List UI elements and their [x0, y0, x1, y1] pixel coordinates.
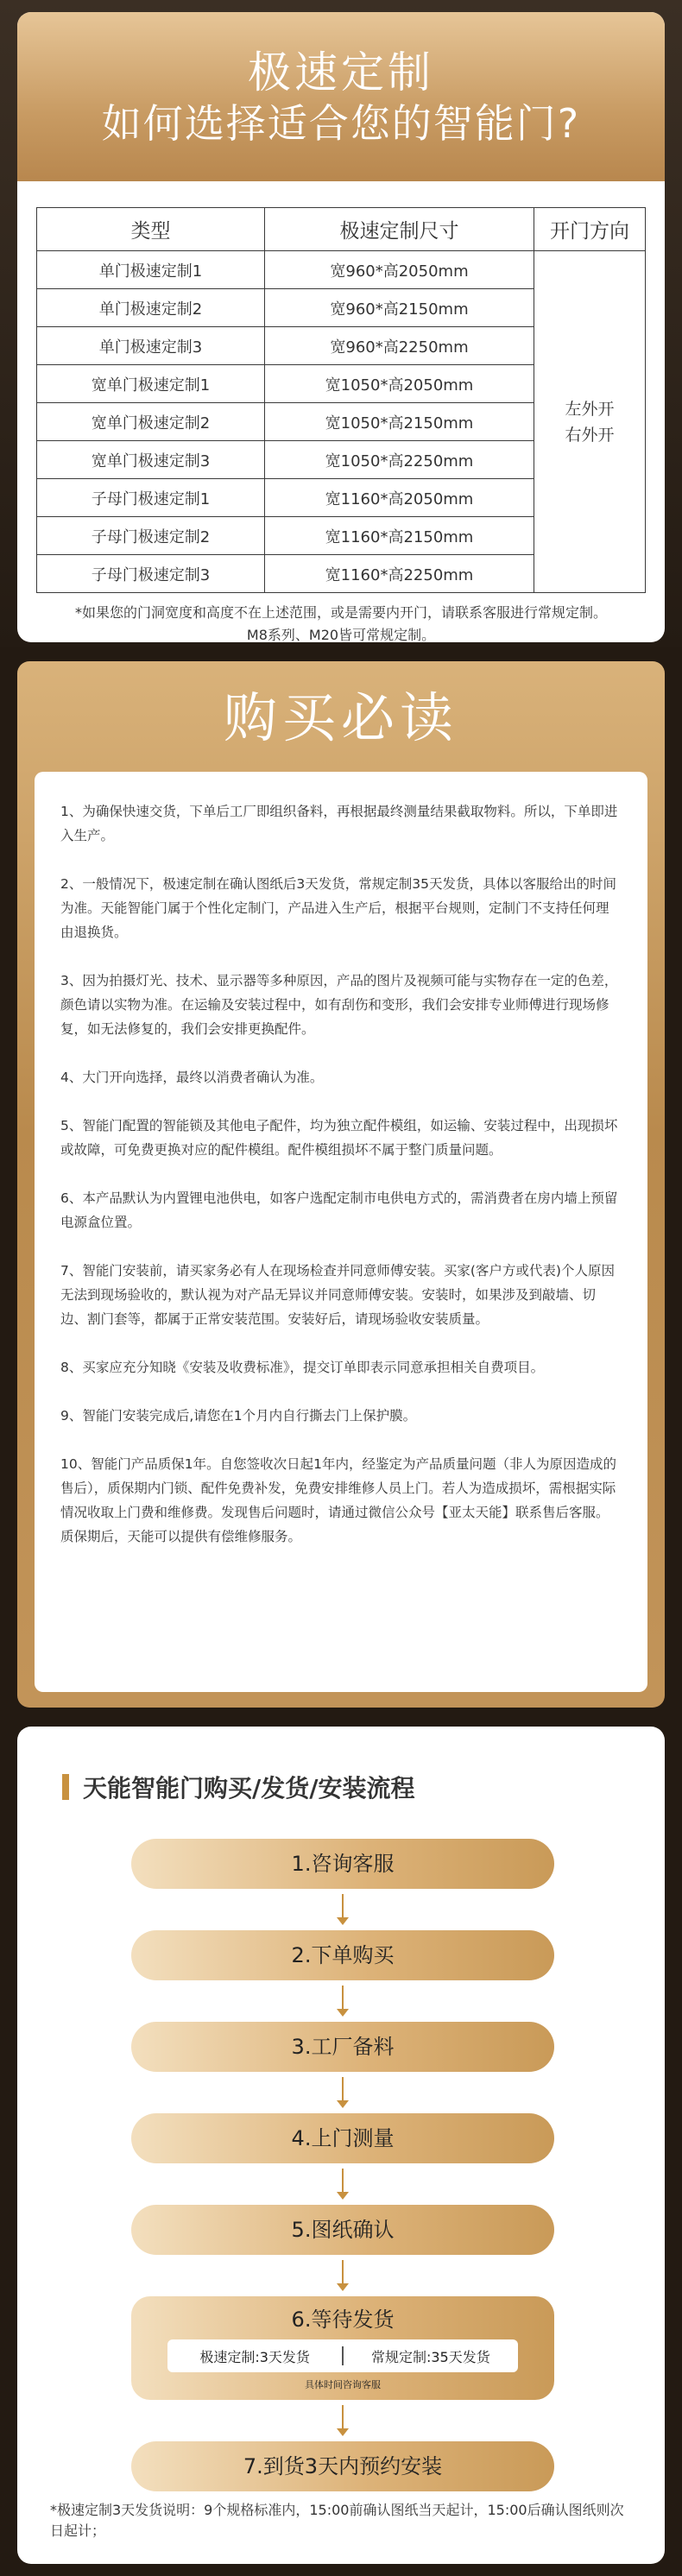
purchase-note-item: 1、为确保快速交货，下单后工厂即组织备料，再根据最终测量结果截取物料。所以，下单即进入生产。: [60, 804, 618, 843]
cell-size: 宽960*高2250mm: [265, 327, 534, 365]
cell-size: 宽1160*高2150mm: [265, 517, 534, 555]
spec-card: [17, 12, 665, 642]
purchase-notes-panel: [35, 772, 647, 1692]
purchase-note-item: 2、一般情况下，极速定制在确认图纸后3天发货，常规定制35天发货，具体以客服给出的时间为准。天能智能门属于个性化定制门，产品进入生产后，根据平台规则，定制门不支持任何理由退换货。: [60, 876, 616, 940]
arrow-down-icon: [342, 2405, 344, 2434]
cell-type: 宽单门极速定制3: [37, 441, 265, 479]
table-row: [37, 251, 646, 289]
cell-type: 单门极速定制1: [37, 251, 265, 289]
arrow-down-icon: [342, 2169, 344, 2198]
column-header-type: 类型: [37, 208, 265, 251]
column-header-direction: 开门方向: [534, 208, 646, 251]
cell-size: 宽960*高2150mm: [265, 289, 534, 327]
arrow-down-icon: [342, 2260, 344, 2289]
spec-note: [36, 602, 646, 642]
column-header-size: 极速定制尺寸: [265, 208, 534, 251]
process-step-shipping: [131, 2296, 554, 2400]
spec-table: [36, 207, 646, 593]
purchase-notes-section: [17, 661, 665, 1708]
shipping-regular: 常规定制:35天发货: [370, 2348, 490, 2365]
purchase-note-item: 5、智能门配置的智能锁及其他电子配件，均为独立配件模组，如运输、安装过程中，出现损坏或故障，可免费更换对应的配件模组。配件模组损坏不属于整门质量问题。: [60, 1118, 618, 1158]
open-direction-left: 左外开: [565, 399, 615, 419]
page-subtitle: 如何选择适合您的智能门?: [101, 100, 581, 147]
process-step-measure: 4.上门测量: [131, 2113, 554, 2163]
cell-size: 宽1050*高2150mm: [265, 403, 534, 441]
cell-open-direction: [534, 251, 646, 593]
cell-type: 子母门极速定制1: [37, 479, 265, 517]
arrow-down-icon: [342, 1894, 344, 1923]
arrow-down-icon: [342, 1986, 344, 2015]
process-step-drawing-confirm: 5.图纸确认: [131, 2205, 554, 2255]
cell-type: 宽单门极速定制1: [37, 365, 265, 403]
cell-type: 单门极速定制2: [37, 289, 265, 327]
cell-size: 宽1050*高2050mm: [265, 365, 534, 403]
process-step-prepare: 3.工厂备料: [131, 2022, 554, 2072]
purchase-note-item: 8、买家应充分知晓《安装及收费标准》，提交订单即表示同意承担相关自费项目。: [60, 1360, 545, 1375]
spec-header: [17, 12, 665, 181]
cell-type: 子母门极速定制3: [37, 555, 265, 593]
process-footnote: *极速定制3天发货说明：9个规格标准内，15:00前确认图纸当天起计，15:00后确认图纸则次日起计；: [50, 2502, 624, 2539]
cell-size: 宽1050*高2250mm: [265, 441, 534, 479]
table-header-row: [37, 208, 646, 251]
process-heading: [62, 1773, 414, 1801]
shipping-fast: 极速定制:3天发货: [199, 2348, 310, 2365]
process-step-install: 7.到货3天内预约安装: [131, 2441, 554, 2491]
shipping-note: 具体时间咨询客服: [305, 2379, 381, 2390]
purchase-note-item: 3、因为拍摄灯光、技术、显示器等多种原因，产品的图片及视频可能与实物存在一定的色差，颜色请以实物为准。在运输及安装过程中，如有刮伤和变形，我们会安排专业师傅进行现场修复，如无法修复的，我们会安排更换配件。: [60, 973, 618, 1037]
shipping-times-box: [167, 2339, 518, 2372]
cell-size: 宽960*高2050mm: [265, 251, 534, 289]
process-step-shipping-label: 6.等待发货: [291, 2308, 395, 2332]
purchase-note-item: 6、本产品默认为内置锂电池供电，如客户选配定制市电供电方式的，需消费者在房内墙上预留电源盒位置。: [60, 1190, 618, 1230]
process-title: 天能智能门购买/发货/安装流程: [83, 1774, 415, 1803]
cell-size: 宽1160*高2250mm: [265, 555, 534, 593]
heading-accent-bar: [62, 1774, 69, 1800]
process-step-order: 2.下单购买: [131, 1930, 554, 1980]
arrow-down-icon: [342, 2077, 344, 2106]
spec-note-line-1: *如果您的门洞宽度和高度不在上述范围，或是需要内开门，请联系客服进行常规定制。: [74, 604, 607, 621]
cell-type: 宽单门极速定制2: [37, 403, 265, 441]
cell-size: 宽1160*高2050mm: [265, 479, 534, 517]
cell-type: 单门极速定制3: [37, 327, 265, 365]
page-title: 极速定制: [248, 47, 434, 98]
cell-type: 子母门极速定制2: [37, 517, 265, 555]
purchase-note-item: 4、大门开向选择，最终以消费者确认为准。: [60, 1070, 324, 1085]
purchase-note-item: 9、智能门安装完成后,请您在1个月内自行撕去门上保护膜。: [60, 1408, 417, 1424]
spec-note-line-2: M8系列、M20皆可常规定制。: [246, 627, 436, 642]
purchase-note-item: 7、智能门安装前，请买家务必有人在现场检查并同意师傅安装。买家(客户方或代表)个人原因无法到现场验收的，默认视为对产品无异议并同意师傅安装。安装时，如果涉及到敲墙、切边、割门套等，都属于正常安装范围。安装好后，请现场验收安装质量。: [60, 1263, 615, 1327]
purchase-note-item: 10、智能门产品质保1年。自您签收次日起1年内，经鉴定为产品质量问题（非人为原因造成的售后），质保期内门锁、配件免费补发，免费安排维修人员上门。若人为造成损坏，需根据实际情况收取上门费和维修费。发现售后问题时，请通过微信公众号【亚太天能】联系售后客服。质保期后，天能可以提供有偿维修服务。: [60, 1456, 616, 1544]
process-step-consult: 1.咨询客服: [131, 1839, 554, 1889]
purchase-notes-title: 购买必读: [223, 686, 458, 749]
open-direction-right: 右外开: [565, 425, 615, 445]
process-section: [17, 1727, 665, 2564]
